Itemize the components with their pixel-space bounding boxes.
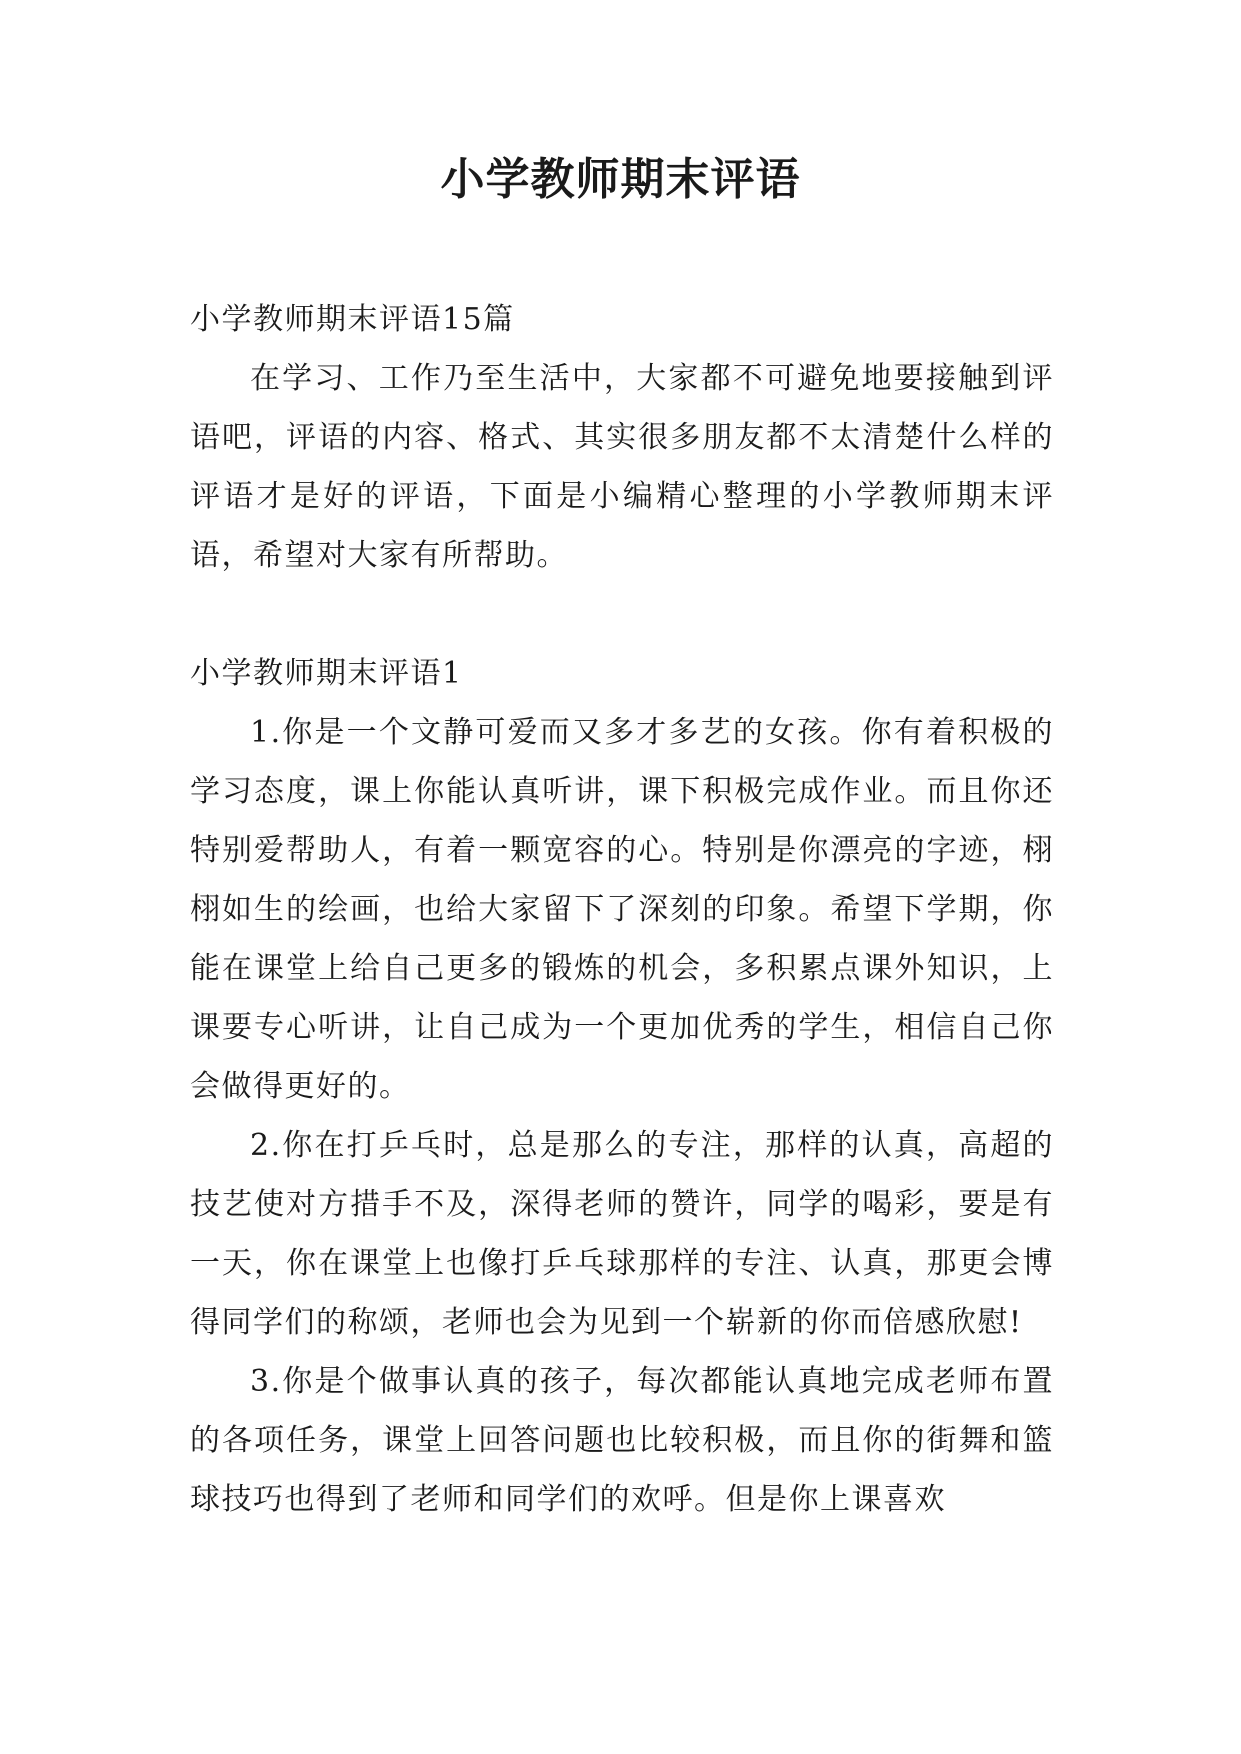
subtitle: 小学教师期末评语15篇	[190, 302, 515, 337]
comment-item-1: 1.你是一个文静可爱而又多才多艺的女孩。你有着积极的学习态度，课上你能认真听讲，课下积极完成作业。而且你还特别爱帮助人，有着一颗宽容的心。特别是你漂亮的字迹，栩栩如生的绘画，也给大家留下了深刻的印象。希望下学期，你能在课堂上给自己更多的锻炼的机会，多积累点课外知识，上课要专心听讲，让自己成为一个更加优秀的学生，相信自己你会做得更好的。	[190, 715, 1054, 1104]
document-title: 小学教师期末评语	[440, 154, 801, 205]
comment-item-3: 3.你是个做事认真的孩子，每次都能认真地完成老师布置的各项任务，课堂上回答问题也比较积极，而且你的街舞和篮球技巧也得到了老师和同学们的欢呼。但是你上课喜欢	[190, 1364, 1054, 1517]
intro-paragraph: 在学习、工作乃至生活中，大家都不可避免地要接触到评语吧，评语的内容、格式、其实很多朋友都不太清楚什么样的评语才是好的评语，下面是小编精心整理的小学教师期末评语，希望对大家有所帮助。	[190, 361, 1054, 573]
document-body	[190, 290, 1054, 1529]
paragraph-gap	[190, 585, 1054, 644]
section-heading: 小学教师期末评语1	[190, 656, 463, 691]
comment-item-2: 2.你在打乒乓时，总是那么的专注，那样的认真，高超的技艺使对方措手不及，深得老师的赞许，同学的喝彩，要是有一天，你在课堂上也像打乒乓球那样的专注、认真，那更会博得同学们的称颂，老师也会为见到一个崭新的你而倍感欣慰!	[190, 1128, 1054, 1340]
